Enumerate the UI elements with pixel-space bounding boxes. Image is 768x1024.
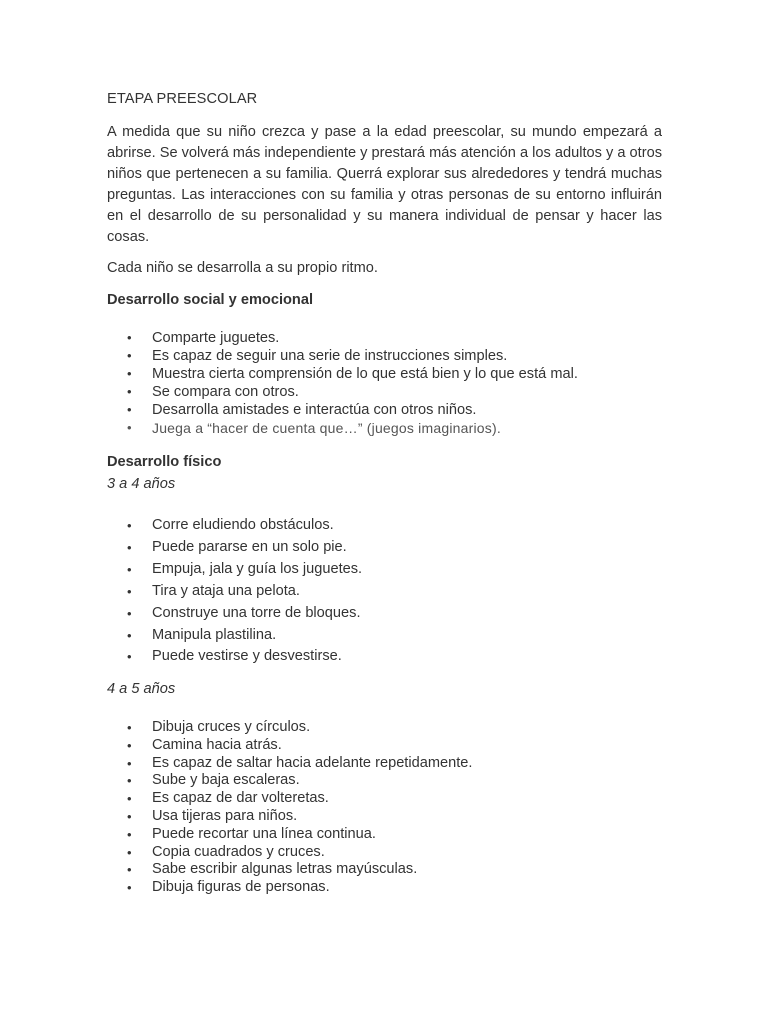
physical-list-3-4: [107, 515, 662, 668]
bullet-icon: •: [127, 539, 132, 555]
document-page: [107, 0, 662, 1024]
list-item-text: Es capaz de saltar hacia adelante repetidamente.: [152, 754, 473, 771]
rhythm-paragraph: Cada niño se desarrolla a su propio ritmo.: [107, 260, 378, 276]
list-item-text: Puede pararse en un solo pie.: [152, 538, 347, 555]
bullet-icon: •: [127, 826, 132, 842]
bullet-icon: •: [127, 880, 132, 896]
list-item: [107, 625, 662, 647]
list-item-text: Manipula plastilina.: [152, 626, 277, 643]
list-item: [107, 737, 662, 755]
list-item-text: Puede vestirse y desvestirse.: [152, 648, 342, 665]
intro-paragraph: A medida que su niño crezca y pase a la edad preescolar, su mundo empezará a abrirse. Se volverá más independiente y prestará más atención a los adultos y a otros niños que pertenecen a su familia. Querrá explorar sus alrededores y tendrá muchas preguntas. Las interacciones con su familia y otras personas de su entorno influirán en el desarrollo de su personalidad y su manera individual de pensar y hacer las cosas.: [107, 124, 662, 245]
list-item: [107, 581, 662, 603]
bullet-icon: •: [127, 518, 132, 533]
list-item-text: Es capaz de seguir una serie de instrucciones simples.: [152, 348, 508, 364]
bullet-icon: •: [127, 330, 132, 345]
list-item-text: Copia cuadrados y cruces.: [152, 843, 325, 860]
list-item: [107, 383, 662, 401]
list-item-text: Muestra cierta comprensión de lo que está bien y lo que está mal.: [152, 366, 578, 382]
list-item-text: Sabe escribir algunas letras mayúsculas.: [152, 861, 418, 878]
bullet-icon: •: [127, 737, 132, 753]
social-heading: Desarrollo social y emocional: [107, 292, 314, 308]
list-item: [107, 790, 662, 808]
bullet-icon: •: [127, 755, 132, 771]
list-item-text: Camina hacia atrás.: [152, 736, 282, 753]
list-item: [107, 401, 662, 419]
list-item-text: Desarrolla amistades e interactúa con otros niños.: [152, 402, 477, 418]
list-item-text: Dibuja cruces y círculos.: [152, 719, 311, 735]
social-list: [107, 329, 662, 437]
list-item: [107, 559, 662, 581]
document-title: ETAPA PREESCOLAR: [107, 91, 258, 107]
list-item-text: Sube y baja escaleras.: [152, 772, 300, 789]
list-item: [107, 719, 662, 737]
list-item: [107, 329, 662, 347]
bullet-icon: •: [127, 384, 132, 399]
bullet-icon: •: [127, 791, 132, 807]
list-item-text: Comparte juguetes.: [152, 330, 280, 346]
list-item: [107, 347, 662, 365]
physical-list-4-5: [107, 719, 662, 897]
list-item: [107, 365, 662, 383]
bullet-icon: •: [127, 348, 132, 363]
list-item: [107, 646, 662, 668]
list-item: [107, 603, 662, 625]
age-range-3-4: 3 a 4 años: [107, 476, 176, 492]
list-item: [107, 808, 662, 826]
list-item-text: Construye una torre de bloques.: [152, 604, 361, 621]
bullet-icon: •: [127, 720, 132, 735]
list-item-text: Juega a “hacer de cuenta que…” (juegos imaginarios).: [152, 420, 501, 436]
physical-heading: Desarrollo físico: [107, 454, 222, 470]
list-item: [107, 879, 662, 897]
list-item: [107, 755, 662, 773]
list-item-text: Se compara con otros.: [152, 384, 299, 400]
list-item: [107, 826, 662, 844]
list-item-text: Corre eludiendo obstáculos.: [152, 517, 334, 533]
list-item-text: Dibuja figuras de personas.: [152, 879, 330, 896]
bullet-icon: •: [127, 844, 132, 860]
list-item-text: Usa tijeras para niños.: [152, 807, 298, 824]
bullet-icon: •: [127, 561, 132, 577]
bullet-icon: •: [127, 773, 132, 789]
bullet-icon: •: [127, 862, 132, 878]
bullet-icon: •: [127, 649, 132, 665]
bullet-icon: •: [127, 808, 132, 824]
list-item-text: Empuja, jala y guía los juguetes.: [152, 560, 363, 577]
list-item-text: Es capaz de dar volteretas.: [152, 790, 329, 807]
list-item: [107, 844, 662, 862]
list-item: [107, 537, 662, 559]
list-item-text: Tira y ataja una pelota.: [152, 582, 300, 599]
bullet-icon: •: [127, 366, 132, 381]
list-item: [107, 515, 662, 537]
age-range-4-5: 4 a 5 años: [107, 681, 176, 697]
list-item-text: Puede recortar una línea continua.: [152, 825, 376, 842]
bullet-icon: •: [127, 420, 132, 435]
bullet-icon: •: [127, 402, 132, 417]
bullet-icon: •: [127, 605, 132, 621]
bullet-icon: •: [127, 627, 132, 643]
list-item: [107, 772, 662, 790]
list-item: [107, 861, 662, 879]
list-item: [107, 419, 662, 437]
bullet-icon: •: [127, 583, 132, 599]
